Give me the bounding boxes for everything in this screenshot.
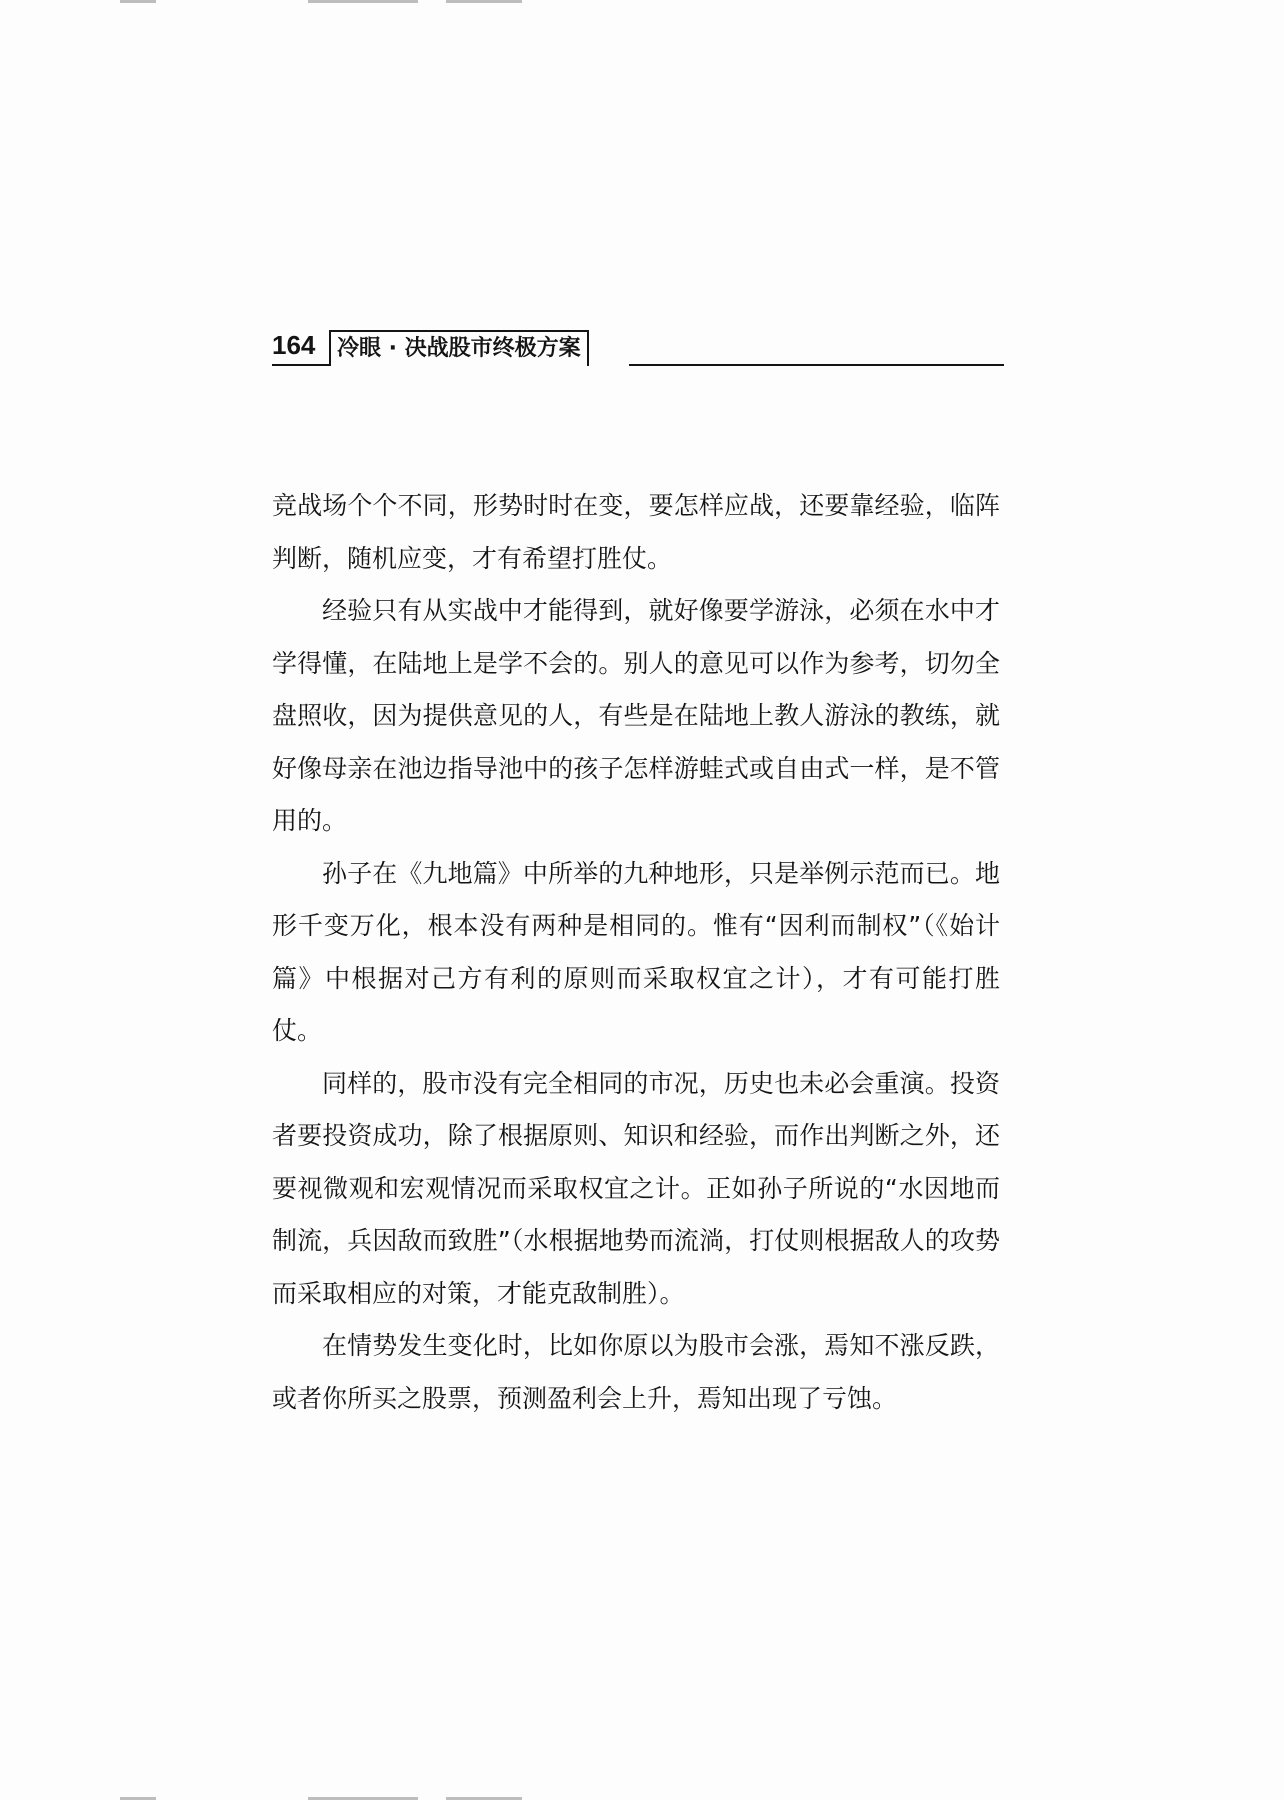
paragraph-3: 孙子在《九地篇》中所举的九种地形，只是举例示范而已。地形千变万化，根本没有两种是相同的。惟有“因利而制权”（《始计篇》中根据对己方有利的原则而采取权宜之计），才有可能打胜仗。 — [272, 858, 1000, 1045]
body-text — [272, 480, 1000, 1425]
scan-mark-top-center — [308, 0, 418, 3]
paragraph-2: 经验只有从实战中才能得到，就好像要学游泳，必须在水中才学得懂，在陆地上是学不会的。别人的意见可以作为参考，切勿全盘照收，因为提供意见的人，有些是在陆地上教人游泳的教练，就好像母亲在池边指导池中的孩子怎样游蛙式或自由式一样，是不管用的。 — [272, 596, 1000, 835]
running-header — [272, 328, 1004, 372]
header-rule-left — [272, 364, 329, 366]
page-number: 164 — [272, 330, 316, 360]
header-rule-right — [629, 364, 1004, 366]
scan-mark-top-right — [446, 0, 522, 3]
scan-mark-top-left — [120, 0, 156, 3]
paragraph-4: 同样的，股市没有完全相同的市况，历史也未必会重演。投资者要投资成功，除了根据原则、知识和经验，而作出判断之外，还要视微观和宏观情况而采取权宜之计。正如孙子所说的“水因地而制流，兵因敌而致胜”（水根据地势而流淌，打仗则根据敌人的攻势而采取相应的对策，才能克敌制胜）。 — [272, 1068, 1000, 1308]
paragraph-5: 在情势发生变化时，比如你原以为股市会涨，焉知不涨反跌，或者你所买之股票，预测盈利会上升，焉知出现了亏蚀。 — [272, 1331, 1000, 1413]
paragraph-1: 竞战场个个不同，形势时时在变，要怎样应战，还要靠经验，临阵判断，随机应变，才有希望打胜仗。 — [272, 491, 1000, 573]
book-title: 冷眼 · 决战股市终极方案 — [329, 330, 589, 366]
